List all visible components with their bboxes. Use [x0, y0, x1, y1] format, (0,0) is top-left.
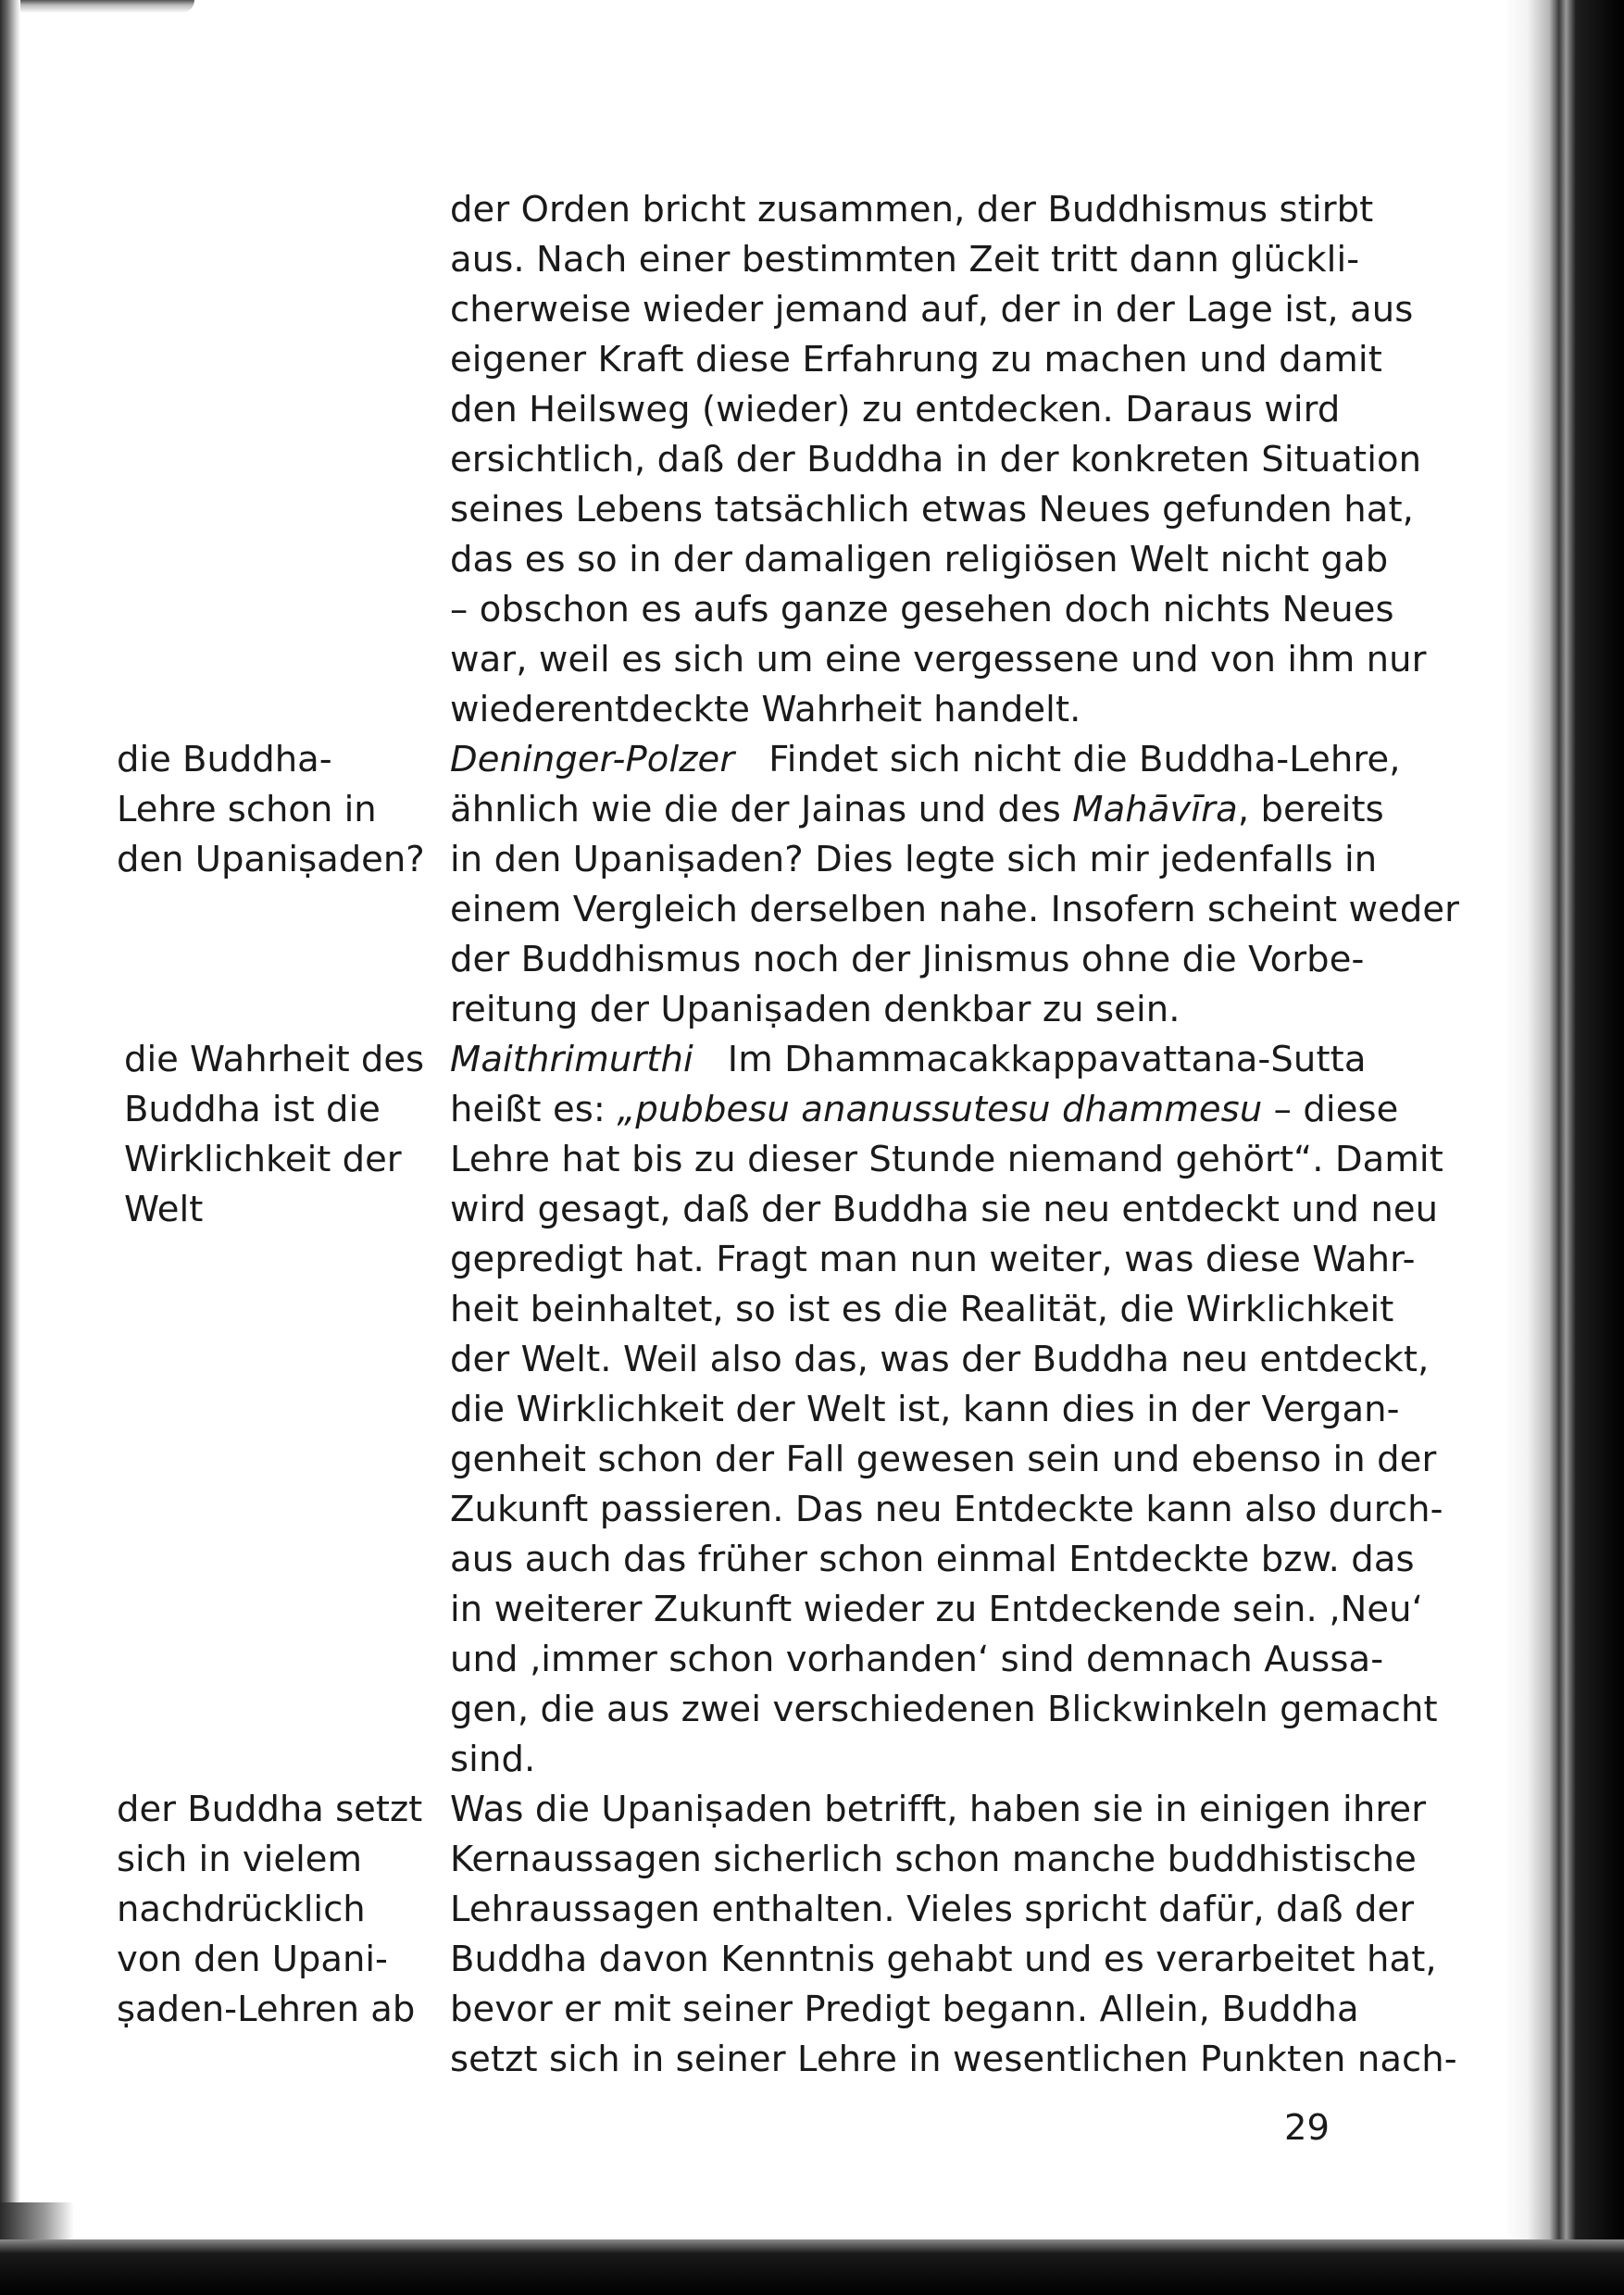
- text-line: das es so in der damaligen religiösen Welt nicht gab: [450, 539, 1389, 580]
- text-line: Lehre hat bis zu dieser Stunde niemand gehört“. Damit: [450, 1139, 1443, 1180]
- text-line: der Welt. Weil also das, was der Buddha neu entdeckt,: [450, 1339, 1430, 1380]
- text-line: wiederentdeckte Wahrheit handelt.: [450, 689, 1081, 730]
- margin-note-line: den Upaniṣaden?: [117, 839, 425, 880]
- margin-note-line: der Buddha setzt: [117, 1789, 423, 1830]
- scan-edge-bottom: [0, 2239, 1624, 2295]
- scan-edge-left: [0, 0, 20, 2240]
- text-line: Zukunft passieren. Das neu Entdeckte kann also durch-: [450, 1489, 1443, 1530]
- text-line: gepredigt hat. Fragt man nun weiter, was diese Wahr-: [450, 1239, 1416, 1280]
- text-line-emph: ähnlich wie die der Jainas und des Mahāvīra, bereits: [450, 789, 1384, 830]
- text-line: der Buddhismus noch der Jinismus ohne die Vorbe-: [450, 939, 1365, 980]
- text-line: Was die Upaniṣaden betrifft, haben sie in einigen ihrer: [450, 1789, 1427, 1830]
- text-line: einem Vergleich derselben nahe. Insofern scheint weder: [450, 889, 1460, 930]
- text-line: heit beinhaltet, so ist es die Realität, die Wirklichkeit: [450, 1289, 1394, 1330]
- text-line-speaker: [450, 1035, 1367, 1085]
- text-line: setzt sich in seiner Lehre in wesentlichen Punkten nach-: [450, 2039, 1457, 2080]
- emphasis: „pubbesu ananussutesu dhammesu: [617, 1089, 1263, 1130]
- text-line: der Orden bricht zusammen, der Buddhismus stirbt: [450, 189, 1374, 231]
- margin-note-line: die Wahrheit des: [124, 1039, 425, 1080]
- text-line: in den Upaniṣaden? Dies legte sich mir jedenfalls in: [450, 839, 1378, 880]
- text-line: genheit schon der Fall gewesen sein und ebenso in der: [450, 1439, 1437, 1480]
- text-line: sind.: [450, 1739, 536, 1780]
- speaker-text: Findet sich nicht die Buddha-Lehre,: [768, 739, 1401, 780]
- text-line: reitung der Upaniṣaden denkbar zu sein.: [450, 989, 1181, 1030]
- text-line: Lehraussagen enthalten. Vieles spricht dafür, daß der: [450, 1889, 1415, 1930]
- text-line: und ‚immer schon vorhanden‘ sind demnach Aussa-: [450, 1639, 1384, 1680]
- text-line: Kernaussagen sicherlich schon manche buddhistische: [450, 1839, 1417, 1880]
- emphasis: Mahāvīra: [1072, 789, 1238, 830]
- margin-note-line: nachdrücklich: [117, 1889, 366, 1930]
- text-line: seines Lebens tatsächlich etwas Neues gefunden hat,: [450, 489, 1415, 530]
- speaker-text: Im Dhammacakkappavattana-Sutta: [727, 1039, 1367, 1080]
- margin-note-line: ṣaden-Lehren ab: [117, 1989, 416, 2030]
- text-line: – obschon es aufs ganze gesehen doch nichts Neues: [450, 589, 1394, 630]
- text-line: eigener Kraft diese Erfahrung zu machen und damit: [450, 339, 1382, 380]
- text-line-speaker: [450, 735, 1401, 785]
- margin-note-line: Wirklichkeit der: [124, 1139, 402, 1180]
- margin-note-line: Buddha ist die: [124, 1089, 381, 1130]
- text-line: war, weil es sich um eine vergessene und von ihm nur: [450, 639, 1427, 680]
- text-line: aus. Nach einer bestimmten Zeit tritt dann glückli-: [450, 239, 1360, 281]
- page-number: 29: [1284, 2107, 1330, 2149]
- scan-edge-top: [0, 0, 194, 13]
- margin-note-line: sich in vielem: [117, 1839, 362, 1880]
- text-line: ersichtlich, daß der Buddha in der konkreten Situation: [450, 439, 1422, 480]
- text-line: die Wirklichkeit der Welt ist, kann dies in der Vergan-: [450, 1389, 1400, 1430]
- margin-note-line: Welt: [124, 1189, 204, 1230]
- speaker-name: Maithrimurthi: [450, 1039, 693, 1080]
- text-line: wird gesagt, daß der Buddha sie neu entdeckt und neu: [450, 1189, 1439, 1230]
- speaker-name: Deninger-Polzer: [450, 739, 735, 780]
- scan-edge-right: [1504, 0, 1624, 2295]
- text-line: bevor er mit seiner Predigt begann. Allein, Buddha: [450, 1989, 1359, 2030]
- margin-note-line: die Buddha-: [117, 739, 332, 780]
- text-line: in weiterer Zukunft wieder zu Entdeckende sein. ‚Neu‘: [450, 1589, 1424, 1630]
- text-line: Buddha davon Kenntnis gehabt und es verarbeitet hat,: [450, 1939, 1437, 1980]
- text-line: gen, die aus zwei verschiedenen Blickwinkeln gemacht: [450, 1689, 1438, 1730]
- margin-note-line: Lehre schon in: [117, 789, 377, 830]
- margin-note-line: von den Upani-: [117, 1939, 388, 1980]
- text-line: aus auch das früher schon einmal Entdeckte bzw. das: [450, 1539, 1415, 1580]
- text-line-emph: heißt es: „pubbesu ananussutesu dhammesu – diese: [450, 1089, 1399, 1130]
- text-line: den Heilsweg (wieder) zu entdecken. Daraus wird: [450, 389, 1341, 430]
- text-line: cherweise wieder jemand auf, der in der Lage ist, aus: [450, 289, 1414, 331]
